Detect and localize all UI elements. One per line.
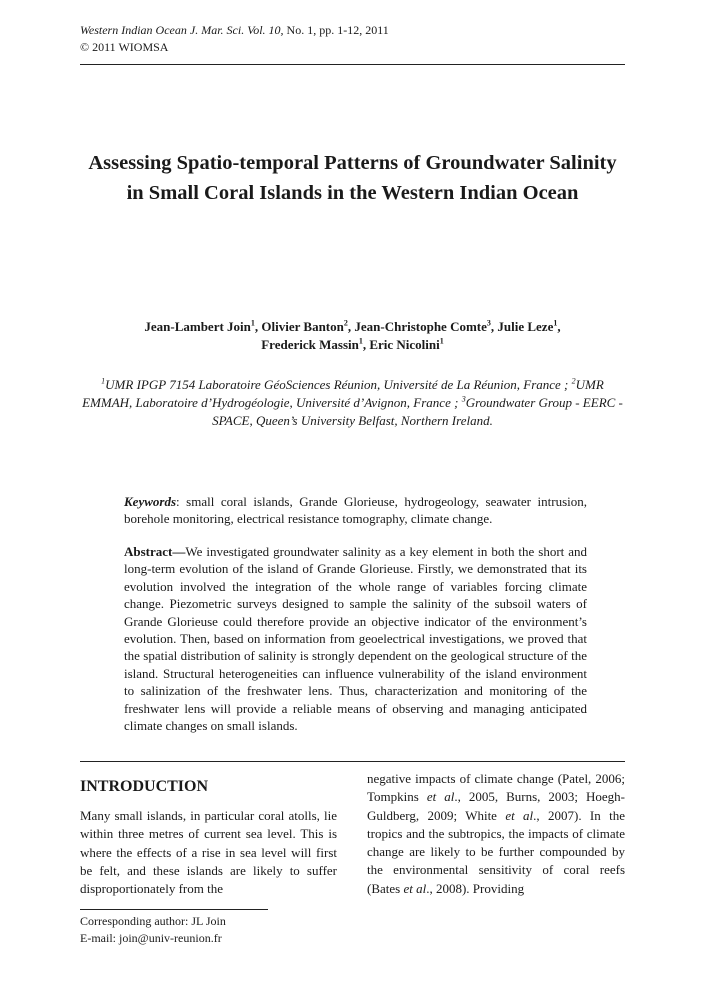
keywords-text: : small coral islands, Grande Glorieuse, hydrogeology, seawater intrusion, borehole monitoring, electrical resistance tomography, climate change. xyxy=(124,494,587,526)
section-rule xyxy=(80,761,625,762)
copyright-line: © 2011 WIOMSA xyxy=(80,40,169,54)
header-rule xyxy=(80,64,625,65)
journal-citation: Western Indian Ocean J. Mar. Sci. Vol. 10, No. 1, pp. 1-12, 2011 xyxy=(80,23,389,37)
intro-left-column: Many small islands, in particular coral atolls, lie within three metres of current sea level. This is where the effects of a rise in sea level will first be felt, and these islands are likely to suffer disproportionately from the xyxy=(80,808,337,897)
abstract-block xyxy=(124,543,587,734)
keywords-block xyxy=(124,493,587,527)
author: Julie Leze$^1$ xyxy=(497,318,558,334)
footnote-rule xyxy=(80,909,268,910)
author: Eric Nicolini$^1$ xyxy=(369,336,444,352)
author: Jean-Christophe Comte$^3$ xyxy=(354,318,491,334)
footnote xyxy=(80,913,226,947)
keywords-label: Keywords xyxy=(124,494,176,509)
running-header xyxy=(80,22,389,56)
paper-title: Assessing Spatio-temporal Patterns of Groundwater Salinity in Small Coral Islands in the Western Indian Ocean xyxy=(88,152,617,204)
section-heading-introduction: INTRODUCTION xyxy=(80,778,209,795)
author: Olivier Banton$^2$ xyxy=(261,318,348,334)
author: Frederick Massin$^1$ xyxy=(261,336,363,352)
corresponding-author: Corresponding author: JL Join xyxy=(80,914,226,928)
intro-right-column: negative impacts of climate change (Patel, 2006; Tompkins et al., 2005, Burns, 2003; Hoegh-Guldberg, 2009; White et al., 2007). In the tropics and the subtropics, the impacts of climate change are likely to be further compounded by the environmental sensitivity of coral reefs (Bates et al., 2008). Providing xyxy=(367,771,625,896)
author-list: Jean-Lambert Join$^1$, Olivier Banton$^2$, Jean-Christophe Comte$^3$, Julie Leze$^1$, Frederick Massin$^1$, Eric Nicolini$^1$ xyxy=(144,318,561,352)
abstract-text: We investigated groundwater salinity as a key element in both the short and long-term evolution of the island of Grande Glorieuse. Firstly, we demonstrated that its evolution involved the integration of the whole range of variables forcing climate change. Piezometric surveys designed to sample the salinity of the subsoil waters of Grande Glorieuse could therefore provide an objective indicator of the environment’s evolution. Then, based on information from geoelectrical investigations, we proved that the spatial distribution of salinity is strongly dependent on the geological structure of the island. Structural heterogeneities can influence vulnerability of the island environment to salinization of the freshwater lens. Thus, characterization and monitoring of the freshwater lens will provide a reliable means of observing and managing anticipated climate changes on small islands. xyxy=(124,544,587,734)
affiliations: $^1$UMR IPGP 7154 Laboratoire GéoSciences Réunion, Université de La Réunion, France ; $^2$UMR EMMAH, Laboratoire d’Hydrogéologie, Université d’Avignon, France ; $^3$Groundwater Group - EERC - SPACE, Queen’s University Belfast, Northern Ireland. xyxy=(82,376,623,428)
author: Jean-Lambert Join$^1$ xyxy=(144,318,255,334)
author-email: E-mail: join@univ-reunion.fr xyxy=(80,931,222,945)
abstract-label: Abstract— xyxy=(124,544,186,559)
